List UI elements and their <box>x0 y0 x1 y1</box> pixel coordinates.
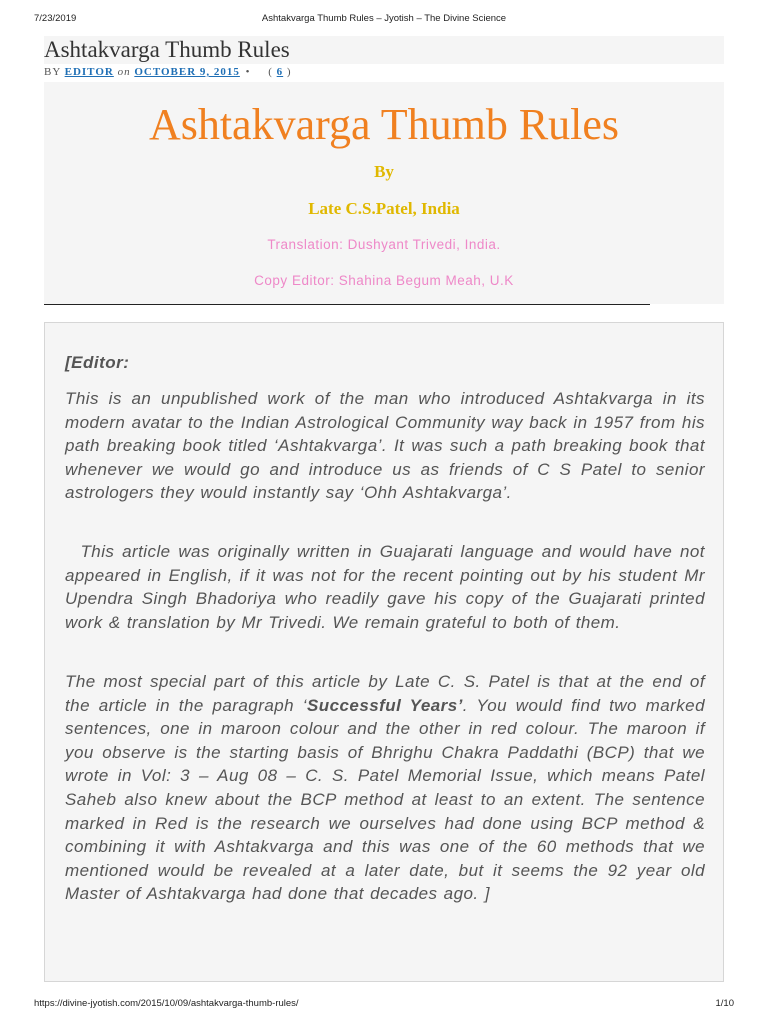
post-date-link[interactable]: OCTOBER 9, 2015 <box>134 66 240 78</box>
meta-bullet: • <box>245 66 251 78</box>
p3-text-after: . You would find two marked sentences, one in maroon colour and the other in red colour. The maroon if you observe is the starting basis of Bhrighu Chakra Paddathi (BCP) that we wrote in Vol: 3 – Aug 08 – C. S. Patel Memorial Issue, which means Patel Saheb also knew about the BCP method at least to an extent. The sentence marked in Red is the research we ourselves had done using BCP method & combining it with Ashtakvarga and this was one of the 60 methods that we mentioned would be revealed at a later date, but it seems the 92 year old Master of Ashtakvarga had done that decades ago. ] <box>65 695 705 904</box>
print-page-title: Ashtakvarga Thumb Rules – Jyotish – The Divine Science <box>261 13 507 24</box>
editor-note-paragraph-2: This article was originally written in Guajarati language and would have not appeared in English, if it was not for the recent pointing out by his student Mr Upendra Singh Bhadoriya who readily gave his copy of the Guajarati printed work & translation by Mr Trivedi. We remain grateful to both of them. <box>65 542 712 632</box>
post-meta <box>44 66 292 80</box>
successful-years-emphasis: Successful Years’ <box>306 695 463 715</box>
editor-note-box <box>44 322 724 982</box>
hero-by: By <box>374 162 394 181</box>
editor-note-paragraph-1: This is an unpublished work of the man who introduced Ashtakvarga in its modern avatar to the Indian Astrological Community way back in 1957 from his path breaking book titled ‘Ashtakvarga’. It was such a path breaking book that whenever we would go and introduce us as friends of C S Patel to senior astrologers they would instantly say ‘Ohh Ashtakvarga’. <box>65 389 712 503</box>
comments-count-link[interactable]: 6 <box>276 66 284 78</box>
meta-on-label: on <box>117 66 131 78</box>
editor-note-paragraph-3 <box>65 670 705 906</box>
comments-open-paren: ( <box>268 66 273 78</box>
hero-translation-credit: Translation: Dushyant Trivedi, India. <box>267 237 501 252</box>
print-page-number: 1/10 <box>715 998 734 1009</box>
print-footer <box>0 998 768 1012</box>
article-hero <box>44 82 724 304</box>
hero-title: Ashtakvarga Thumb Rules <box>148 100 620 149</box>
print-date: 7/23/2019 <box>34 13 77 24</box>
p3-text-before: The most special part of this article by Late C. S. Patel is that at the end of the article in the paragraph ‘ <box>65 672 705 715</box>
post-title-bar <box>44 36 724 64</box>
editor-note-heading: [Editor: <box>65 353 130 372</box>
author-link[interactable]: EDITOR <box>64 66 114 78</box>
hero-copy-editor-credit: Copy Editor: Shahina Begum Meah, U.K <box>254 273 514 288</box>
print-header <box>0 13 768 27</box>
divider <box>44 304 650 305</box>
comments-close-paren: ) <box>286 66 292 78</box>
post-title: Ashtakvarga Thumb Rules <box>44 37 290 62</box>
print-url: https://divine-jyotish.com/2015/10/09/ashtakvarga-thumb-rules/ <box>34 998 299 1009</box>
hero-author: Late C.S.Patel, India <box>308 199 460 218</box>
meta-by-label: BY <box>44 66 61 78</box>
